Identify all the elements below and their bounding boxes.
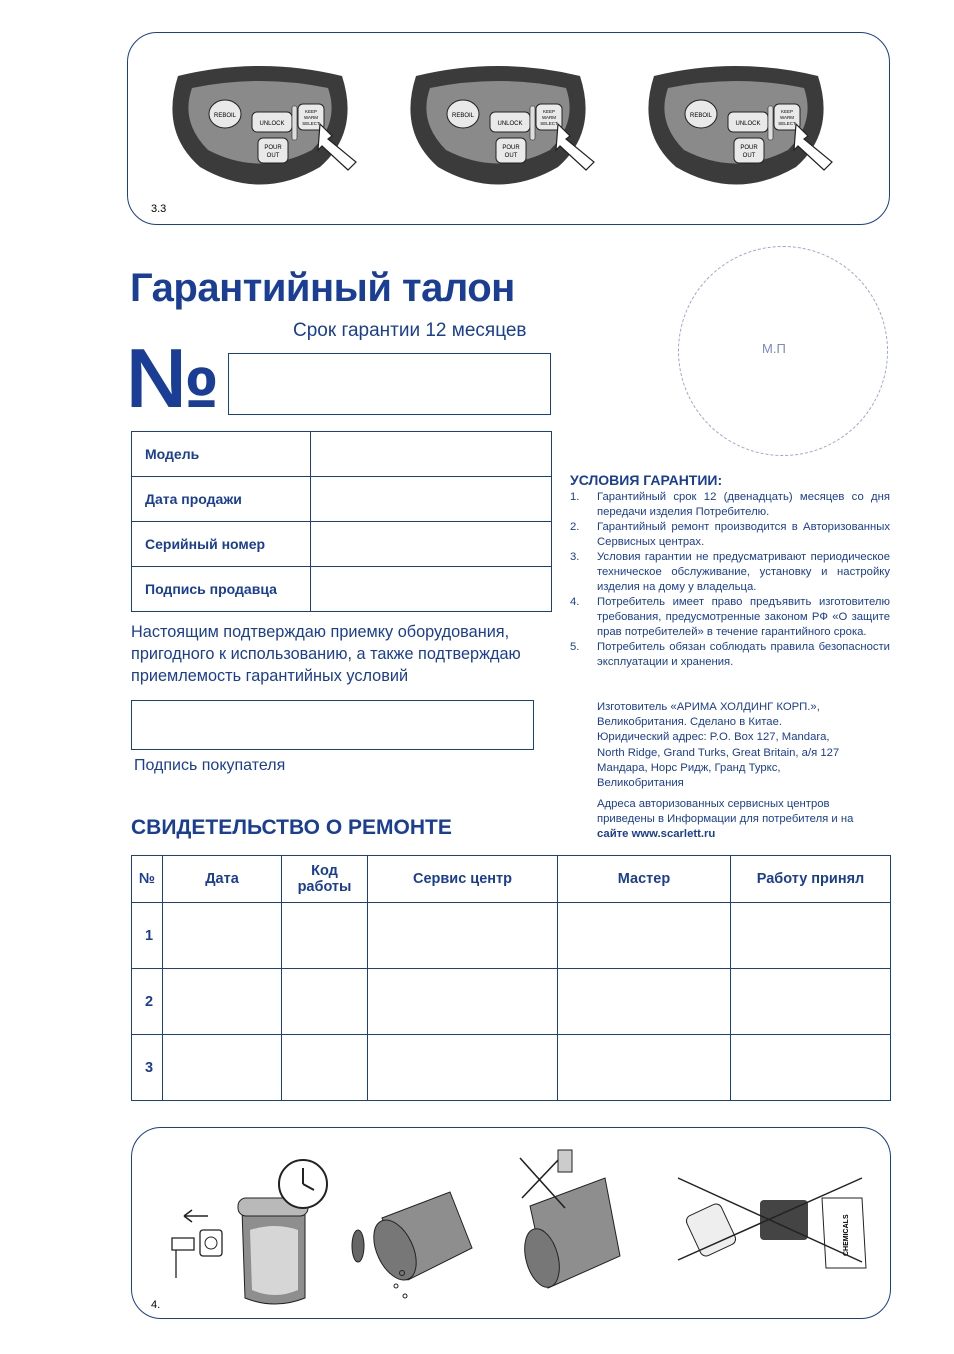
- column-header: Код работы: [282, 856, 368, 903]
- buyer-signature-label: Подпись покупателя: [134, 757, 286, 774]
- stamp-label: М.П: [762, 341, 786, 356]
- svg-text:WARM: WARM: [303, 115, 319, 120]
- table-row: [132, 432, 552, 477]
- table-row: [132, 903, 891, 969]
- no-tap-water-icon: [519, 1150, 620, 1291]
- repair-certificate-title: СВИДЕТЕЛЬСТВО О РЕМОНТЕ: [131, 816, 452, 839]
- confirmation-line: Настоящим подтверждаю приемку оборудования,: [131, 623, 510, 641]
- conditions-list: [570, 490, 890, 670]
- serial-number-field[interactable]: [311, 522, 552, 567]
- control-panel-illustrations: [160, 62, 860, 190]
- svg-text:CHEMICALS: CHEMICALS: [843, 1214, 850, 1256]
- list-item: 2. Гарантийный ремонт производится в Авторизованных Сервисных центрах.: [570, 521, 890, 548]
- manufacturer-info: Изготовитель «АРИМА ХОЛДИНГ КОРП.», Великобритания. Сделано в Китае. Юридический адрес: P.O. Box 127, Mandara, North Ridge, Grand Turks, Great Britain, а/я 127 Мандара, Норс Ридж, Гранд Туркс, Великобритания: [597, 701, 840, 790]
- svg-text:SELECT: SELECT: [302, 121, 320, 126]
- column-header: №: [132, 856, 163, 903]
- svg-text:OUT: OUT: [266, 153, 280, 159]
- product-info-table: [131, 431, 552, 612]
- table-cell[interactable]: [558, 903, 731, 969]
- control-panel-figure: [172, 66, 356, 185]
- svg-text:UNLOCK: UNLOCK: [259, 121, 285, 127]
- table-cell[interactable]: [731, 903, 891, 969]
- table-cell[interactable]: [558, 1035, 731, 1101]
- cooling-wait-icon: [238, 1160, 327, 1304]
- serial-number-label: Серийный номер: [132, 522, 311, 567]
- page-title: Гарантийный талон: [130, 266, 515, 310]
- table-cell[interactable]: [731, 969, 891, 1035]
- list-item: 4. Потребитель имеет право предъявить изготовителю требования, предусмотренные законом РФ «О защите прав потребителей» в течение гарантийного срока.: [570, 596, 890, 638]
- table-cell[interactable]: [163, 903, 282, 969]
- row-number: 1: [132, 903, 163, 969]
- top-panel-step-label: 3.3: [151, 203, 167, 215]
- table-cell[interactable]: [731, 1035, 891, 1101]
- table-cell[interactable]: [558, 969, 731, 1035]
- buyer-signature-field[interactable]: [131, 700, 534, 750]
- column-header: Сервис центр: [368, 856, 558, 903]
- svg-text:POUR: POUR: [264, 145, 282, 151]
- table-row: [132, 969, 891, 1035]
- seller-signature-label: Подпись продавца: [132, 567, 311, 612]
- table-cell[interactable]: [368, 1035, 558, 1101]
- table-cell[interactable]: [282, 1035, 368, 1101]
- table-cell[interactable]: [163, 1035, 282, 1101]
- confirmation-line: пригодного к использованию, а также подтверждаю: [131, 645, 521, 663]
- buyer-confirmation-text: [131, 621, 561, 687]
- list-item: 1. Гарантийный срок 12 (двенадцать) месяцев со дня передачи изделия Потребителю.: [570, 491, 890, 518]
- table-row: [132, 567, 552, 612]
- table-header-row: [132, 856, 891, 903]
- drain-water-icon: [352, 1192, 472, 1298]
- model-label: Модель: [132, 432, 311, 477]
- confirmation-line: приемлемость гарантийных условий: [131, 667, 409, 685]
- column-header: Мастер: [558, 856, 731, 903]
- table-cell[interactable]: [368, 969, 558, 1035]
- warranty-period: Срок гарантии 12 месяцев: [293, 320, 527, 341]
- service-centers-info: Адреса авторизованных сервисных центров приведены в Информации для потребителя и на сайте www.scarlett.ru: [597, 798, 854, 841]
- warranty-number-field[interactable]: [228, 353, 551, 415]
- row-number: 3: [132, 1035, 163, 1101]
- sale-date-field[interactable]: [311, 477, 552, 522]
- column-header: Дата: [163, 856, 282, 903]
- seller-signature-field[interactable]: [311, 567, 552, 612]
- svg-text:REBOIL: REBOIL: [213, 113, 237, 119]
- sale-date-label: Дата продажи: [132, 477, 311, 522]
- model-field[interactable]: [311, 432, 552, 477]
- unplug-icon: [172, 1210, 222, 1278]
- table-cell[interactable]: [282, 903, 368, 969]
- conditions-title: УСЛОВИЯ ГАРАНТИИ:: [570, 472, 723, 488]
- table-row: [132, 522, 552, 567]
- table-row: [132, 1035, 891, 1101]
- row-number: 2: [132, 969, 163, 1035]
- table-cell[interactable]: [163, 969, 282, 1035]
- cleaning-illustrations: [150, 1138, 880, 1316]
- list-item: 5. Потребитель обязан соблюдать правила безопасности эксплуатации и хранения.: [570, 641, 890, 668]
- number-sign: №: [126, 331, 216, 425]
- table-row: [132, 477, 552, 522]
- no-chemicals-icon: [678, 1178, 866, 1268]
- column-header: Работу принял: [731, 856, 891, 903]
- svg-text:KEEP: KEEP: [304, 109, 318, 114]
- list-item: 3. Условия гарантии не предусматривают периодическое техническое обслуживание, установку и настройку изделия на дому у владельца.: [570, 551, 890, 593]
- repair-table: [131, 855, 891, 1101]
- bottom-panel-step-label: 4.: [151, 1299, 161, 1311]
- table-cell[interactable]: [368, 903, 558, 969]
- table-cell[interactable]: [282, 969, 368, 1035]
